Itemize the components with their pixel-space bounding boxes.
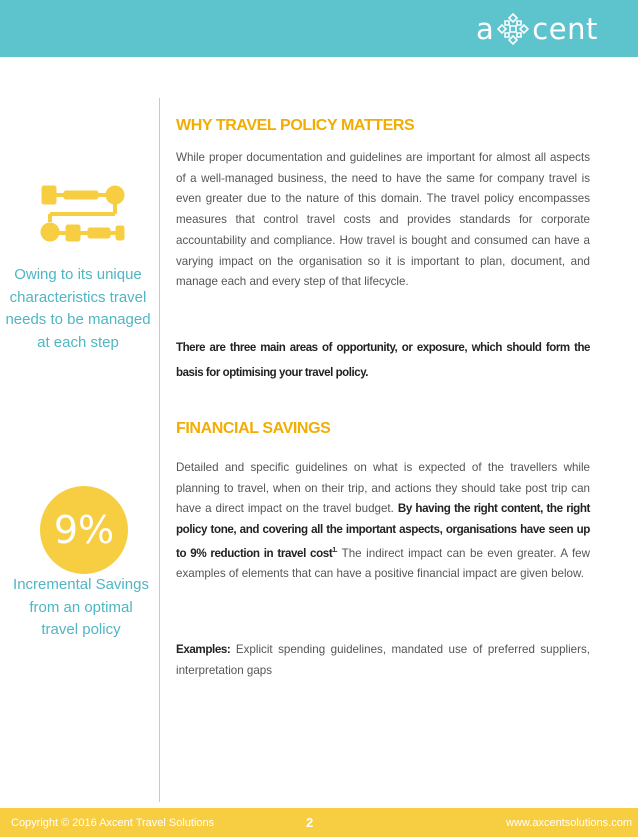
section-heading-financial-savings: FINANCIAL SAVINGS — [176, 420, 331, 437]
savings-percent-value: 9% — [53, 508, 115, 552]
paragraph-financial-savings — [176, 458, 590, 585]
footer-website-link[interactable]: www.axcentsolutions.com — [506, 817, 632, 829]
company-logo[interactable] — [476, 8, 626, 50]
financial-text-outro: The indirect impact can be even greater. A few examples of elements that can have a positive financial impact are given below. — [176, 546, 590, 581]
section-heading-why-policy: WHY TRAVEL POLICY MATTERS — [176, 117, 415, 134]
logo-mark-icon — [496, 12, 530, 46]
paragraph-examples — [176, 640, 590, 681]
process-flow-icon — [40, 182, 126, 246]
financial-text-highlight: By having the right content, the right policy tone, and covering all the important aspects, organisations have seen up to 9% reduction in travel cost — [176, 502, 590, 560]
paragraph-three-areas: There are three main areas of opportunity, or exposure, which should form the basis for optimising your travel policy. — [176, 342, 590, 379]
financial-text-intro: Detailed and specific guidelines on what is expected of the travellers while planning to travel, when on their trip, and actions they should take post trip can have a direct impact on the travel budget. — [176, 461, 590, 516]
paragraph-why-policy: While proper documentation and guidelines are important for almost all aspects of a well-managed business, the need to have the same for company travel is even greater due to the nature of this domain. The travel policy encompasses measures that control travel costs and provides standards for corporate accountability and compliance. How travel is bought and consumed can have a varying impact on the organisation so it is important to plan, document, and manage each and every step of that lifecycle. — [176, 151, 590, 289]
column-divider — [159, 98, 160, 802]
sidebar-caption-savings: Incremental Savings from an optimal travel policy — [13, 576, 149, 638]
footer-copyright: Copyright © 2016 Axcent Travel Solutions — [11, 817, 215, 829]
header-band — [0, 0, 638, 57]
footnote-marker: 1. — [332, 546, 338, 554]
examples-text: Explicit spending guidelines, mandated use of preferred suppliers, interpretation gaps — [176, 643, 590, 677]
sidebar-caption-management: Owing to its unique characteristics travel needs to be managed at each step — [5, 266, 151, 351]
logo-text-prefix: a — [476, 11, 495, 46]
footer-page-number: 2 — [306, 815, 314, 830]
footer-band — [0, 808, 638, 837]
logo-text-suffix: cent — [532, 11, 598, 46]
savings-percent-badge — [40, 486, 128, 574]
examples-label: Examples: — [176, 643, 231, 656]
